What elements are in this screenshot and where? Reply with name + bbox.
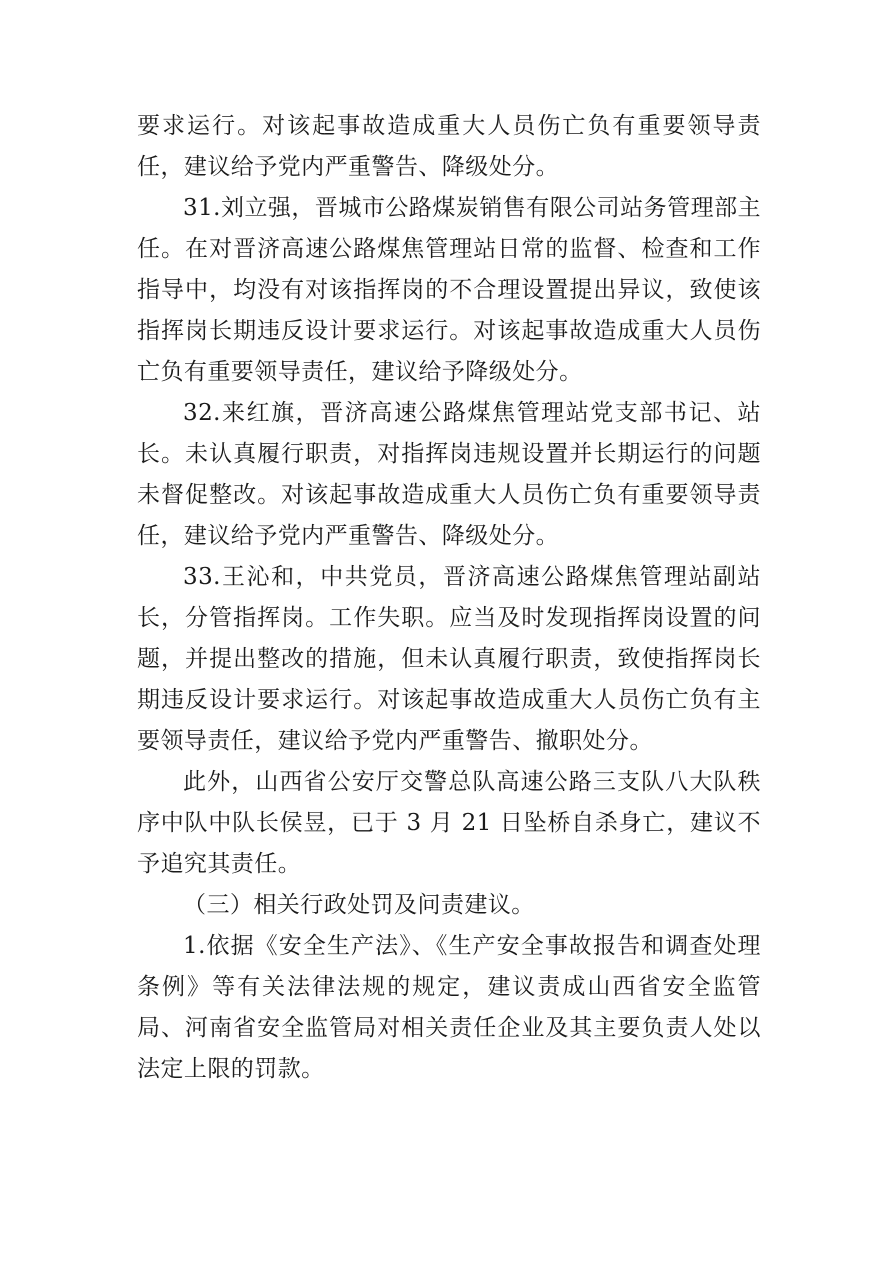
paragraph-item-1: 1.依据《安全生产法》、《生产安全事故报告和调查处理条例》等有关法律法规的规定，建议责成山西省安全监管局、河南省安全监管局对相关责任企业及其主要负责人处以法定上限的罚款。 [137,933,761,1082]
paragraph-item-32: 32.来红旗，晋济高速公路煤焦管理站党支部书记、站长。未认真履行职责，对指挥岗违规设置并长期运行的问题未督促整改。对该起事故造成重大人员伤亡负有重要领导责任，建议给予党内严重警告、降级处分。 [137,400,761,549]
paragraph-item-33: 33.王沁和，中共党员，晋济高速公路煤焦管理站副站长，分管指挥岗。工作失职。应当及时发现指挥岗设置的问题，并提出整改的措施，但未认真履行职责，致使指挥岗长期违反设计要求运行。对该起事故造成重大人员伤亡负有主要领导责任，建议给予党内严重警告、撤职处分。 [137,564,761,754]
paragraph-continuation: 要求运行。对该起事故造成重大人员伤亡负有重要领导责任，建议给予党内严重警告、降级处分。 [137,113,761,180]
section-heading-3: （三）相关行政处罚及问责建议。 [183,892,535,918]
paragraph-item-31: 31.刘立强，晋城市公路煤炭销售有限公司站务管理部主任。在对晋济高速公路煤焦管理站日常的监督、检查和工作指导中，均没有对该指挥岗的不合理设置提出异议，致使该指挥岗长期违反设计要求运行。对该起事故造成重大人员伤亡负有重要领导责任，建议给予降级处分。 [137,195,761,385]
paragraph-additional-note: 此外，山西省公安厅交警总队高速公路三支队八大队秩序中队中队长侯昱，已于 3 月 21 日坠桥自杀身亡，建议不予追究其责任。 [137,769,761,877]
document-body [137,106,761,1090]
